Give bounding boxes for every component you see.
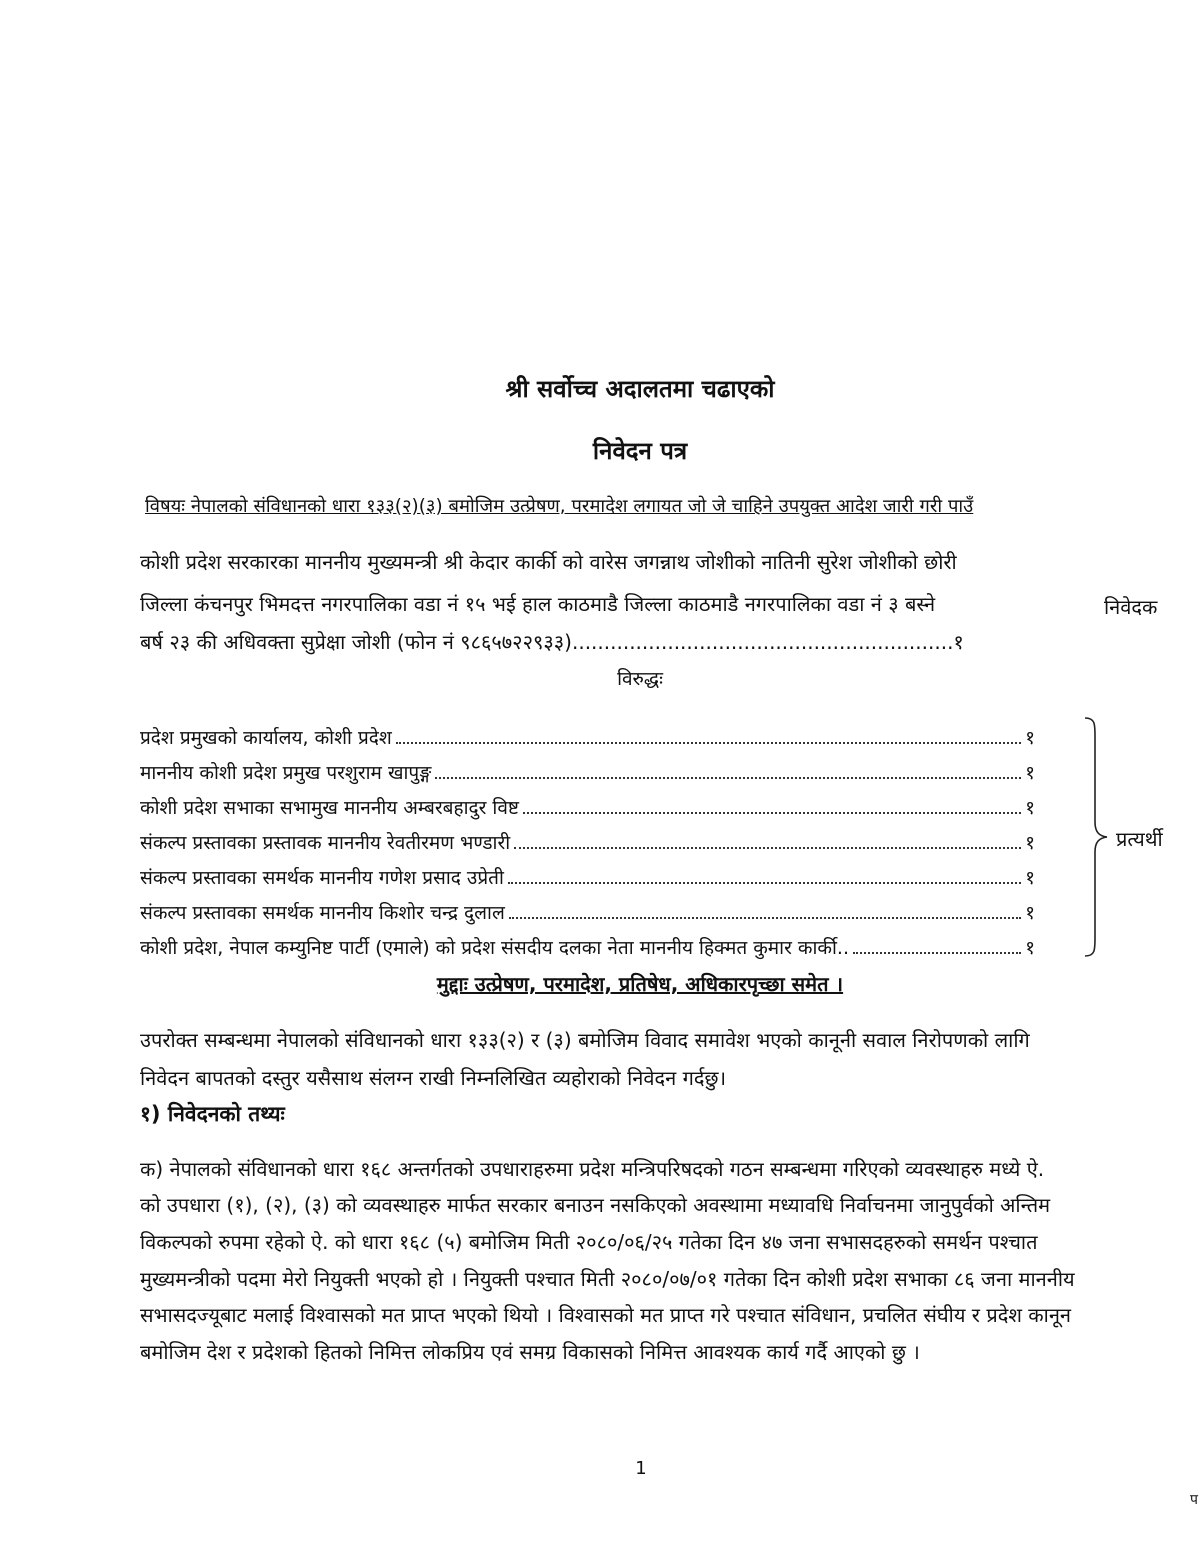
respondent-row [140,864,1035,890]
corner-mark: प [1190,1492,1198,1508]
facts-heading: १) निवेदनको तथ्यः [140,1102,285,1126]
respondent-row [140,724,1035,750]
document-type-heading: निवेदन पत्र [592,437,688,465]
petitioner-line: बर्ष २३ की अधिवक्ता सुप्रेक्षा जोशी (फोन नं ९८६५७२२९३३)............................................................१ [140,630,964,654]
dot-leader [523,794,1021,814]
respondent-row [140,794,1035,820]
case-title: मुद्दाः उत्प्रेषण, परमादेश, प्रतिषेध, अधिकारपृच्छा समेत । [436,972,844,996]
respondent-name: कोशी प्रदेश सभाका सभामुख माननीय अम्बरबहादुर विष्ट [140,797,519,819]
facts-line: क) नेपालको संविधानको धारा १६८ अन्तर्गतको उपधाराहरुमा प्रदेश मन्त्रिपरिषदको गठन सम्बन्धमा गरिएको व्यवस्थाहरु मध्ये ऐ. [140,1157,1045,1181]
dot-leader [509,899,1021,919]
respondent-count: १ [1025,762,1035,784]
respondent-count: १ [1025,902,1035,924]
respondent-row [140,934,1035,960]
dot-leader [435,759,1021,779]
respondent-name: कोशी प्रदेश, नेपाल कम्युनिष्ट पार्टी (एमाले) को प्रदेश संसदीय दलका नेता माननीय हिक्मत कुमार कार्की.. [140,937,850,959]
petitioner-line: जिल्ला कंचनपुर भिमदत्त नगरपालिका वडा नं १५ भई हाल काठमाडै जिल्ला काठमाडै नगरपालिका वडा नं ३ बस्ने [140,592,936,616]
respondent-row [140,899,1035,925]
facts-line: विकल्पको रुपमा रहेको ऐ. को धारा १६८ (५) बमोजिम मिती २०८०/०६/२५ गतेका दिन ४७ जना सभासदहरुको समर्थन पश्चात [140,1230,1038,1254]
respondent-name: माननीय कोशी प्रदेश प्रमुख परशुराम खापुङ्ग [140,762,432,784]
respondent-count: १ [1025,727,1035,749]
dot-leader [514,829,1021,849]
intro-line: निवेदन बापतको दस्तुर यसैसाथ संलग्न राखी निम्नलिखित व्यहोराको निवेदन गर्दछु। [140,1066,727,1090]
respondent-row [140,829,1035,855]
right-brace-icon [1083,714,1111,960]
respondent-name: संकल्प प्रस्तावका प्रस्तावक माननीय रेवतीरमण भण्डारी [140,832,511,854]
facts-line: को उपधारा (१), (२), (३) को व्यवस्थाहरु मार्फत सरकार बनाउन नसकिएको अवस्थामा मध्यावधि निर्वाचनमा जानुपुर्वको अन्तिम [140,1193,1051,1217]
respondent-count: १ [1025,867,1035,889]
respondent-count: १ [1025,937,1035,959]
respondent-name: संकल्प प्रस्तावका समर्थक माननीय किशोर चन्द्र दुलाल [140,902,505,924]
facts-line: मुख्यमन्त्रीको पदमा मेरो नियुक्ती भएको हो । नियुक्ती पश्चात मिती २०८०/०७/०१ गतेका दिन कोशी प्रदेश सभाका ८६ जना माननीय [140,1267,1075,1291]
respondent-count: १ [1025,797,1035,819]
page-number: 1 [635,1458,647,1479]
respondent-label: प्रत्यर्थी [1116,827,1163,851]
facts-line: बमोजिम देश र प्रदेशको हितको निमित्त लोकप्रिय एवं समग्र विकासको निमित्त आवश्यक कार्य गर्दै आएको छु । [140,1340,920,1364]
dot-leader [508,864,1021,884]
respondent-name: संकल्प प्रस्तावका समर्थक माननीय गणेश प्रसाद उप्रेती [140,867,504,889]
dot-leader [396,724,1021,744]
respondent-count: १ [1025,832,1035,854]
intro-line: उपरोक्त सम्बन्धमा नेपालको संविधानको धारा १३३(२) र (३) बमोजिम विवाद समावेश भएको कानूनी सवाल निरोपणको लागि [140,1028,1030,1052]
respondent-row [140,759,1035,785]
dot-leader [853,934,1021,954]
subject-line: विषयः नेपालको संविधानको धारा १३३(२)(३) बमोजिम उत्प्रेषण, परमादेश लगायत जो जे चाहिने उपयुक्त आदेश जारी गरी पाउँ [145,496,974,517]
facts-line: सभासदज्यूबाट मलाई विश्वासको मत प्राप्त भएको थियो । विश्वासको मत प्राप्त गरे पश्चात संविधान, प्रचलित संघीय र प्रदेश कानून [140,1303,1072,1327]
respondent-name: प्रदेश प्रमुखको कार्यालय, कोशी प्रदेश [140,727,392,749]
page-title: श्री सर्वोच्च अदालतमा चढाएको [505,375,775,403]
petitioner-line: कोशी प्रदेश सरकारका माननीय मुख्यमन्त्री श्री केदार कार्की को वारेस जगन्नाथ जोशीको नातिनी सुरेश जोशीको छोरी [140,550,957,574]
petitioner-label: निवेदक [1104,595,1158,619]
versus-label: विरुद्धः [617,668,663,690]
